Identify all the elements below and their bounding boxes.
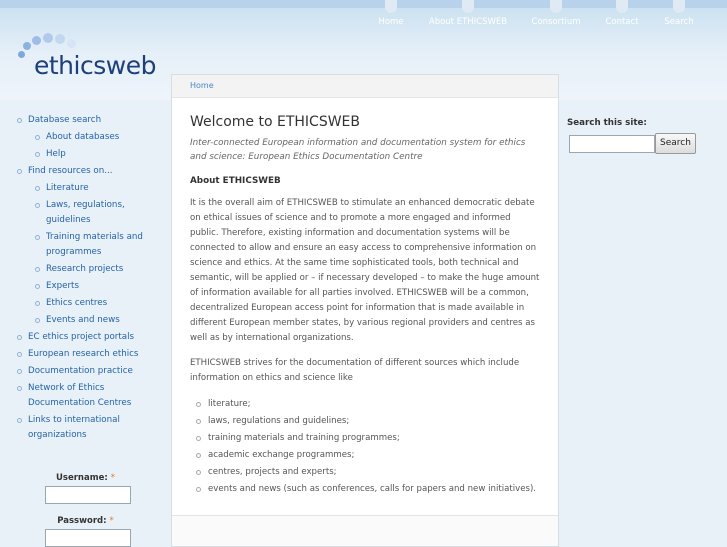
sidebar-item-help[interactable]: Help bbox=[0, 147, 146, 162]
logo-text: ethicsweb bbox=[34, 51, 156, 80]
site-logo[interactable] bbox=[16, 30, 171, 90]
list-item: literature; bbox=[190, 396, 540, 413]
sidebar-item-experts[interactable]: Experts bbox=[0, 279, 146, 294]
page-subtitle: Inter-connected European information and documentation system for ethics and science: European Ethics Documentation Centre bbox=[190, 138, 526, 162]
nav-home-label: Home bbox=[378, 17, 404, 27]
left-sidebar bbox=[0, 113, 171, 445]
main-content bbox=[171, 74, 559, 547]
search-button[interactable]: Search bbox=[655, 133, 696, 154]
sidebar-item-find-resources[interactable]: Find resources on... bbox=[0, 164, 171, 179]
list-item: events and news (such as conferences, calls for papers and new initiatives). bbox=[190, 481, 540, 498]
nav-search-label: Search bbox=[664, 17, 694, 27]
sources-paragraph: ETHICSWEB strives for the documentation of different sources which include information on ethics and science like bbox=[190, 358, 520, 383]
search-title: Search this site: bbox=[567, 118, 647, 128]
search-row bbox=[567, 133, 691, 153]
sidebar-item-literature[interactable]: Literature bbox=[0, 181, 146, 196]
sources-list bbox=[190, 396, 540, 498]
nav-contact-label: Contact bbox=[605, 17, 639, 27]
nav-tab-marker bbox=[385, 0, 397, 13]
search-input[interactable] bbox=[569, 135, 655, 153]
nav-tab-marker bbox=[462, 0, 474, 13]
username-label bbox=[0, 473, 171, 483]
nav-home[interactable] bbox=[376, 0, 406, 40]
nav-search[interactable] bbox=[659, 0, 699, 40]
nav-about[interactable] bbox=[425, 0, 511, 40]
nav-about-label: About ETHICSWEB bbox=[428, 17, 508, 27]
sidebar-item-database-search[interactable]: Database search bbox=[0, 113, 171, 128]
breadcrumb-home-link[interactable]: Home bbox=[190, 81, 214, 90]
sidebar-item-ethics-centres[interactable]: Ethics centres bbox=[0, 296, 146, 311]
search-block bbox=[567, 118, 691, 153]
password-label-text: Password: bbox=[57, 516, 107, 526]
password-input[interactable] bbox=[45, 529, 131, 547]
sidebar-item-laws[interactable]: Laws, regulations, guidelines bbox=[0, 198, 146, 228]
page-title: Welcome to ETHICSWEB bbox=[190, 114, 361, 130]
list-item: laws, regulations and guidelines; bbox=[190, 413, 540, 430]
sidebar-item-network[interactable]: Network of Ethics Documentation Centres bbox=[0, 381, 138, 411]
intro-paragraph: It is the overall aim of ETHICSWEB to stimulate an enhanced democratic debate on ethical issues of science and to promote a more engaged and informed public. Therefore, existing information and documentation systems will be connected to allow and ensure an easy access to comprehensive information on science and ethics. At the same time sophisticated tools, both technical and semantic, will be applied or – if necessary developed – to make the huge amount of information available for all parties involved. ETHICSWEB will be a common, decentralized European access point for information that is made available in different European member states, by various regional providers and centres as well as by international organizations. bbox=[190, 198, 540, 343]
list-item: centres, projects and experts; bbox=[190, 464, 540, 481]
list-item: academic exchange programmes; bbox=[190, 447, 540, 464]
username-label-text: Username: bbox=[56, 473, 108, 483]
nav-consortium-label: Consortium bbox=[531, 17, 581, 27]
sidebar-item-international-links[interactable]: Links to international organizations bbox=[0, 413, 138, 443]
login-form bbox=[0, 473, 171, 547]
sidebar-item-training[interactable]: Training materials and programmes bbox=[0, 230, 146, 260]
nav-tab-marker bbox=[550, 0, 562, 13]
nav-tab-marker bbox=[616, 0, 628, 13]
sidebar-item-events[interactable]: Events and news bbox=[0, 313, 146, 328]
breadcrumb bbox=[172, 75, 558, 98]
nav-contact[interactable] bbox=[602, 0, 642, 40]
required-mark: * bbox=[109, 516, 114, 526]
sidebar-item-about-databases[interactable]: About databases bbox=[0, 130, 146, 145]
content-footer bbox=[172, 515, 558, 546]
content-body bbox=[172, 98, 558, 498]
sidebar-menu bbox=[0, 113, 171, 443]
section-heading: About ETHICSWEB bbox=[190, 176, 281, 186]
sidebar-item-research-projects[interactable]: Research projects bbox=[0, 262, 146, 277]
required-mark: * bbox=[110, 473, 115, 483]
password-label bbox=[0, 516, 171, 526]
list-item: training materials and training programmes; bbox=[190, 430, 540, 447]
sidebar-item-documentation-practice[interactable]: Documentation practice bbox=[0, 364, 171, 379]
nav-consortium[interactable] bbox=[529, 0, 583, 40]
sidebar-item-ec-portals[interactable]: EC ethics project portals bbox=[0, 330, 171, 345]
nav-tab-marker bbox=[673, 0, 685, 13]
sidebar-item-european-research-ethics[interactable]: European research ethics bbox=[0, 347, 171, 362]
username-input[interactable] bbox=[45, 486, 131, 504]
